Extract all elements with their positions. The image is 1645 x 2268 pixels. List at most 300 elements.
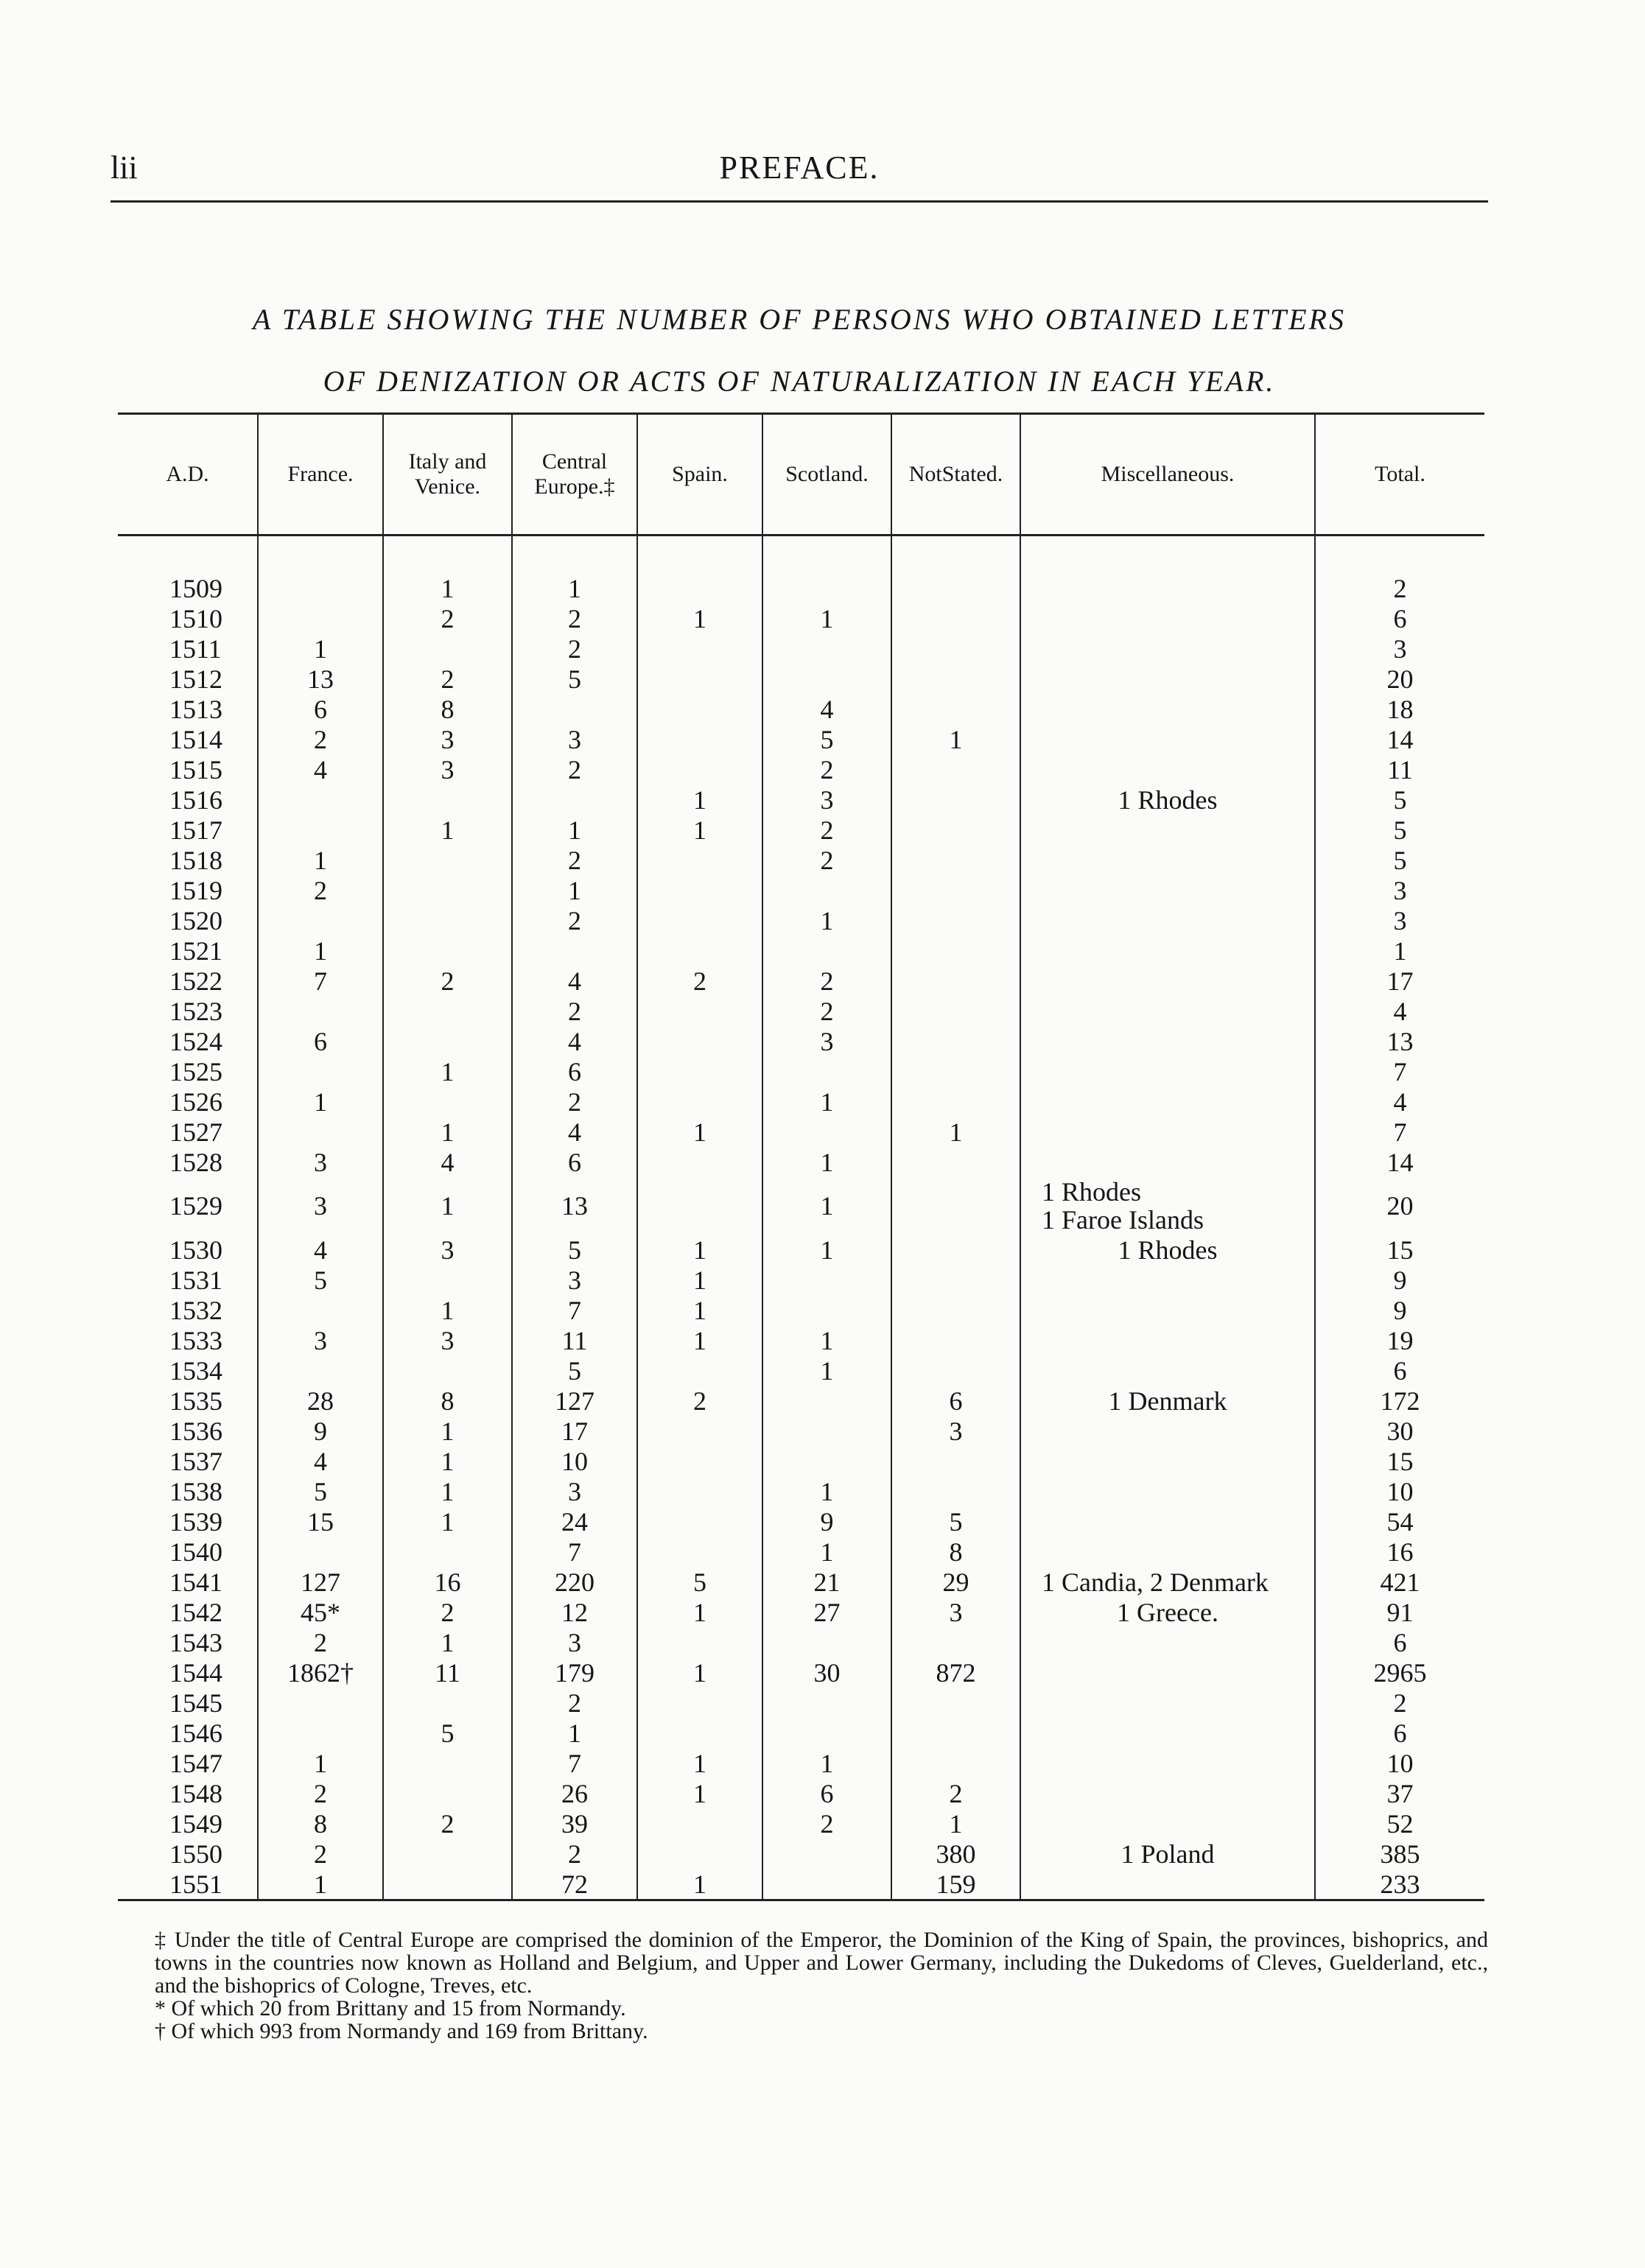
cell-year: 1542	[169, 1597, 222, 1627]
cell-not-stated: 380	[891, 1839, 1020, 1869]
cell-not-stated	[891, 536, 1020, 604]
cell-year: 1537	[169, 1446, 222, 1476]
cell-not-stated: 3	[891, 1416, 1020, 1446]
cell-italy-venice: 3	[383, 724, 512, 754]
table-row	[118, 1476, 1484, 1506]
cell-not-stated	[891, 1235, 1020, 1265]
cell-scotland: 21	[762, 1567, 891, 1597]
cell-total: 7	[1315, 1117, 1484, 1147]
cell-scotland: 6	[762, 1778, 891, 1808]
running-head: PREFACE.	[719, 150, 880, 186]
cell-spain	[637, 845, 762, 875]
table-row	[118, 1086, 1484, 1117]
header-italy-venice: Italy and Venice.	[383, 414, 512, 536]
cell-central-europe: 1	[512, 536, 637, 604]
cell-year: 1539	[169, 1506, 222, 1537]
cell-not-stated	[891, 1086, 1020, 1117]
cell-total: 385	[1315, 1839, 1484, 1869]
cell-spain: 1	[637, 1117, 762, 1147]
cell-not-stated	[891, 1688, 1020, 1718]
table-row	[118, 1325, 1484, 1355]
cell-scotland	[762, 1446, 891, 1476]
cell-scotland	[762, 1386, 891, 1416]
cell-miscellaneous	[1020, 1808, 1315, 1839]
cell-spain	[637, 1177, 762, 1235]
cell-year: 1526	[169, 1086, 222, 1117]
cell-total: 10	[1315, 1748, 1484, 1778]
cell-scotland: 27	[762, 1597, 891, 1627]
cell-total: 7	[1315, 1056, 1484, 1086]
cell-central-europe: 5	[512, 664, 637, 694]
table-row	[118, 1808, 1484, 1839]
cell-italy-venice: 8	[383, 694, 512, 724]
cell-scotland	[762, 1265, 891, 1295]
cell-not-stated	[891, 633, 1020, 664]
cell-miscellaneous	[1020, 875, 1315, 905]
cell-not-stated	[891, 1265, 1020, 1295]
cell-spain	[637, 1446, 762, 1476]
cell-central-europe: 72	[512, 1869, 637, 1900]
cell-total: 5	[1315, 815, 1484, 845]
table-row	[118, 935, 1484, 966]
cell-total: 91	[1315, 1597, 1484, 1627]
cell-total: 10	[1315, 1476, 1484, 1506]
cell-italy-venice: 2	[383, 603, 512, 633]
cell-france: 1	[258, 633, 383, 664]
cell-spain	[637, 536, 762, 604]
cell-central-europe: 12	[512, 1597, 637, 1627]
cell-france: 6	[258, 1026, 383, 1056]
cell-france	[258, 1688, 383, 1718]
cell-not-stated: 1	[891, 1808, 1020, 1839]
cell-miscellaneous: 1 Poland	[1020, 1839, 1315, 1869]
table-row	[118, 875, 1484, 905]
cell-year: 1531	[169, 1265, 222, 1295]
cell-italy-venice: 1	[383, 1627, 512, 1657]
cell-italy-venice	[383, 1869, 512, 1900]
cell-miscellaneous	[1020, 1748, 1315, 1778]
cell-central-europe: 2	[512, 845, 637, 875]
cell-not-stated	[891, 996, 1020, 1026]
cell-spain	[637, 1416, 762, 1446]
cell-miscellaneous: 1 Rhodes	[1020, 784, 1315, 815]
cell-total: 2	[1315, 1688, 1484, 1718]
cell-year: 1517	[169, 815, 222, 845]
cell-miscellaneous	[1020, 1295, 1315, 1325]
cell-not-stated	[891, 905, 1020, 935]
cell-not-stated	[891, 1147, 1020, 1177]
cell-scotland: 1	[762, 1748, 891, 1778]
cell-italy-venice	[383, 633, 512, 664]
cell-france	[258, 1718, 383, 1748]
table-row	[118, 996, 1484, 1026]
cell-scotland: 3	[762, 784, 891, 815]
cell-france: 15	[258, 1506, 383, 1537]
cell-total: 17	[1315, 966, 1484, 996]
cell-scotland: 1	[762, 1476, 891, 1506]
cell-spain	[637, 1718, 762, 1748]
cell-total: 13	[1315, 1026, 1484, 1056]
cell-miscellaneous	[1020, 1056, 1315, 1086]
cell-france: 2	[258, 1839, 383, 1869]
cell-central-europe: 2	[512, 1688, 637, 1718]
cell-italy-venice	[383, 1355, 512, 1386]
cell-central-europe	[512, 935, 637, 966]
cell-central-europe: 7	[512, 1295, 637, 1325]
cell-spain	[637, 633, 762, 664]
cell-year: 1527	[169, 1117, 222, 1147]
cell-spain	[637, 1688, 762, 1718]
cell-not-stated	[891, 664, 1020, 694]
cell-not-stated	[891, 694, 1020, 724]
cell-italy-venice	[383, 1778, 512, 1808]
cell-year: 1550	[169, 1839, 222, 1869]
cell-year: 1548	[169, 1778, 222, 1808]
cell-spain: 1	[637, 1869, 762, 1900]
cell-total: 421	[1315, 1567, 1484, 1597]
cell-scotland: 1	[762, 1537, 891, 1567]
cell-year: 1515	[169, 754, 222, 784]
table-row	[118, 845, 1484, 875]
table-title-line-1: A TABLE SHOWING THE NUMBER OF PERSONS WHO OBTAINED LETTERS	[253, 303, 1346, 336]
cell-not-stated	[891, 1476, 1020, 1506]
cell-central-europe: 4	[512, 1117, 637, 1147]
cell-miscellaneous	[1020, 1657, 1315, 1688]
header-ad: A.D.	[118, 414, 258, 536]
cell-year: 1534	[169, 1355, 222, 1386]
cell-total: 14	[1315, 1147, 1484, 1177]
cell-scotland	[762, 1869, 891, 1900]
cell-total: 15	[1315, 1446, 1484, 1476]
naturalization-table	[118, 412, 1484, 1901]
misc-entry: 1 Faroe Islands	[1042, 1205, 1204, 1235]
cell-miscellaneous	[1020, 536, 1315, 604]
cell-not-stated	[891, 754, 1020, 784]
cell-central-europe: 179	[512, 1657, 637, 1688]
cell-scotland: 2	[762, 815, 891, 845]
cell-france: 5	[258, 1265, 383, 1295]
cell-total: 3	[1315, 875, 1484, 905]
cell-year: 1521	[169, 935, 222, 966]
cell-year: 1520	[169, 905, 222, 935]
table-row	[118, 724, 1484, 754]
cell-not-stated	[891, 845, 1020, 875]
cell-spain: 1	[637, 1597, 762, 1627]
cell-france	[258, 1355, 383, 1386]
table-header-row	[118, 414, 1484, 536]
cell-miscellaneous	[1020, 1688, 1315, 1718]
cell-central-europe: 17	[512, 1416, 637, 1446]
table-title-line-2: OF DENIZATION OR ACTS OF NATURALIZATION IN EACH YEAR.	[323, 365, 1276, 398]
cell-italy-venice: 1	[383, 536, 512, 604]
footnote-dagger: † Of which 993 from Normandy and 169 from Brittany.	[155, 2019, 648, 2043]
cell-italy-venice: 1	[383, 815, 512, 845]
cell-italy-venice: 1	[383, 1416, 512, 1446]
cell-italy-venice	[383, 1839, 512, 1869]
cell-miscellaneous	[1020, 1147, 1315, 1177]
table-row	[118, 1597, 1484, 1627]
cell-spain	[637, 1056, 762, 1086]
cell-total: 30	[1315, 1416, 1484, 1446]
cell-year: 1535	[169, 1386, 222, 1416]
cell-year: 1524	[169, 1026, 222, 1056]
cell-spain	[637, 875, 762, 905]
cell-year: 1528	[169, 1147, 222, 1177]
cell-total: 9	[1315, 1265, 1484, 1295]
cell-central-europe: 5	[512, 1355, 637, 1386]
cell-spain	[637, 754, 762, 784]
cell-italy-venice	[383, 1086, 512, 1117]
cell-spain: 1	[637, 1325, 762, 1355]
cell-total: 3	[1315, 633, 1484, 664]
cell-miscellaneous	[1020, 1177, 1315, 1235]
cell-scotland	[762, 664, 891, 694]
cell-france: 7	[258, 966, 383, 996]
cell-italy-venice	[383, 875, 512, 905]
cell-scotland: 2	[762, 754, 891, 784]
cell-italy-venice: 5	[383, 1718, 512, 1748]
cell-miscellaneous	[1020, 1265, 1315, 1295]
cell-year: 1551	[118, 1869, 258, 1900]
cell-year: 1544	[169, 1657, 222, 1688]
cell-france: 127	[258, 1567, 383, 1597]
cell-italy-venice: 3	[383, 1235, 512, 1265]
cell-spain	[637, 1839, 762, 1869]
cell-scotland: 1	[762, 1147, 891, 1177]
cell-france: 4	[258, 1235, 383, 1265]
cell-year: 1541	[169, 1567, 222, 1597]
cell-central-europe: 1	[512, 815, 637, 845]
cell-france: 6	[258, 694, 383, 724]
cell-scotland	[762, 1839, 891, 1869]
cell-total: 9	[1315, 1295, 1484, 1325]
cell-italy-venice: 1	[383, 1295, 512, 1325]
cell-year: 1543	[169, 1627, 222, 1657]
cell-italy-venice: 8	[383, 1386, 512, 1416]
table-row	[118, 1839, 1484, 1869]
table-row	[118, 815, 1484, 845]
cell-miscellaneous	[1020, 815, 1315, 845]
cell-year: 1529	[169, 1191, 222, 1221]
cell-total: 2	[1315, 536, 1484, 604]
cell-italy-venice	[383, 905, 512, 935]
header-total: Total.	[1315, 414, 1484, 536]
cell-scotland	[762, 633, 891, 664]
cell-france: 4	[258, 1446, 383, 1476]
cell-france	[258, 784, 383, 815]
cell-italy-venice: 2	[383, 966, 512, 996]
cell-scotland: 1	[762, 603, 891, 633]
cell-not-stated	[891, 935, 1020, 966]
cell-not-stated: 8	[891, 1537, 1020, 1567]
cell-miscellaneous	[1020, 1869, 1315, 1900]
header-not-stated: NotStated.	[891, 414, 1020, 536]
cell-spain: 1	[637, 784, 762, 815]
cell-not-stated: 159	[891, 1869, 1020, 1900]
table-row	[118, 1235, 1484, 1265]
table-row	[118, 664, 1484, 694]
cell-france: 2	[258, 724, 383, 754]
table-row	[118, 1748, 1484, 1778]
cell-italy-venice: 3	[383, 754, 512, 784]
header-scotland: Scotland.	[762, 414, 891, 536]
cell-year: 1530	[169, 1235, 222, 1265]
cell-year: 1509	[169, 573, 222, 603]
table-row	[118, 966, 1484, 996]
cell-year: 1522	[169, 966, 222, 996]
cell-central-europe: 2	[512, 633, 637, 664]
cell-spain: 1	[637, 1657, 762, 1688]
cell-france: 3	[258, 1177, 383, 1235]
cell-year: 1540	[169, 1537, 222, 1567]
cell-not-stated	[891, 603, 1020, 633]
cell-total: 20	[1315, 664, 1484, 694]
cell-spain: 1	[637, 1235, 762, 1265]
cell-spain: 5	[637, 1567, 762, 1597]
cell-year: 1536	[169, 1416, 222, 1446]
cell-france: 4	[258, 754, 383, 784]
cell-france: 3	[258, 1325, 383, 1355]
cell-central-europe: 2	[512, 1839, 637, 1869]
footnote-central-europe: ‡ Under the title of Central Europe are comprised the dominion of the Emperor, the Dominion of the King of Spain, the provinces, bishoprics, and towns in the countries now known as Holland and Belgium, and Upper and Lower Germany, including the Dukedoms of Cleves, Guelderland, etc., and the bishoprics of Cologne, Treves, etc.	[155, 1928, 1488, 1998]
cell-total: 11	[1315, 754, 1484, 784]
cell-miscellaneous	[1020, 1718, 1315, 1748]
cell-miscellaneous	[1020, 1506, 1315, 1537]
cell-central-europe: 24	[512, 1506, 637, 1537]
cell-scotland	[762, 1056, 891, 1086]
table-row	[118, 633, 1484, 664]
cell-central-europe: 7	[512, 1748, 637, 1778]
table-row	[118, 1026, 1484, 1056]
cell-central-europe: 1	[512, 875, 637, 905]
header-miscellaneous: Miscellaneous.	[1020, 414, 1315, 536]
cell-miscellaneous	[1020, 1355, 1315, 1386]
cell-scotland	[762, 935, 891, 966]
cell-not-stated	[891, 1355, 1020, 1386]
table-row	[118, 1718, 1484, 1748]
cell-france: 8	[258, 1808, 383, 1839]
cell-central-europe: 7	[512, 1537, 637, 1567]
cell-central-europe: 3	[512, 1476, 637, 1506]
cell-italy-venice: 2	[383, 1597, 512, 1627]
cell-scotland	[762, 1295, 891, 1325]
header-france: France.	[258, 414, 383, 536]
cell-year: 1523	[169, 996, 222, 1026]
cell-france	[258, 536, 383, 604]
cell-not-stated	[891, 875, 1020, 905]
cell-central-europe: 6	[512, 1147, 637, 1177]
cell-scotland	[762, 1117, 891, 1147]
table-body	[118, 536, 1484, 1900]
cell-total: 5	[1315, 845, 1484, 875]
cell-france	[258, 815, 383, 845]
cell-scotland	[762, 1718, 891, 1748]
cell-spain	[637, 1537, 762, 1567]
cell-year: 1533	[169, 1325, 222, 1355]
cell-france: 45*	[258, 1597, 383, 1627]
cell-france	[258, 996, 383, 1026]
cell-france: 1	[258, 1086, 383, 1117]
cell-miscellaneous	[1020, 724, 1315, 754]
cell-total: 19	[1315, 1325, 1484, 1355]
cell-not-stated: 29	[891, 1567, 1020, 1597]
cell-not-stated	[891, 1627, 1020, 1657]
cell-scotland	[762, 875, 891, 905]
cell-italy-venice: 3	[383, 1325, 512, 1355]
cell-france: 3	[258, 1147, 383, 1177]
cell-miscellaneous: 1 Greece.	[1020, 1597, 1315, 1627]
cell-not-stated: 1	[891, 1117, 1020, 1147]
cell-central-europe	[512, 784, 637, 815]
cell-france	[258, 1056, 383, 1086]
table-row	[118, 1177, 1484, 1235]
cell-miscellaneous: 1 Rhodes	[1020, 1235, 1315, 1265]
cell-total: 2965	[1315, 1657, 1484, 1688]
cell-not-stated	[891, 784, 1020, 815]
cell-spain	[637, 1627, 762, 1657]
cell-not-stated: 872	[891, 1657, 1020, 1688]
table-row	[118, 784, 1484, 815]
cell-france: 1	[258, 845, 383, 875]
cell-miscellaneous	[1020, 754, 1315, 784]
header-spain: Spain.	[637, 414, 762, 536]
cell-central-europe: 10	[512, 1446, 637, 1476]
cell-central-europe: 2	[512, 1086, 637, 1117]
cell-scotland: 1	[762, 1325, 891, 1355]
cell-france	[258, 905, 383, 935]
cell-france: 2	[258, 1778, 383, 1808]
cell-central-europe: 5	[512, 1235, 637, 1265]
table-row	[118, 1355, 1484, 1386]
table-row	[118, 1869, 1484, 1900]
cell-italy-venice	[383, 1748, 512, 1778]
cell-year: 1547	[169, 1748, 222, 1778]
cell-year: 1512	[169, 664, 222, 694]
cell-scotland: 5	[762, 724, 891, 754]
cell-not-stated	[891, 1026, 1020, 1056]
cell-miscellaneous: 1 Candia, 2 Denmark	[1020, 1567, 1315, 1597]
cell-year: 1525	[169, 1056, 222, 1086]
cell-spain: 1	[637, 1748, 762, 1778]
table-row	[118, 536, 1484, 604]
cell-spain: 2	[637, 1386, 762, 1416]
table-row	[118, 1117, 1484, 1147]
page-header	[111, 149, 1488, 203]
table-row	[118, 1627, 1484, 1657]
cell-central-europe: 11	[512, 1325, 637, 1355]
cell-france	[258, 1117, 383, 1147]
cell-central-europe: 26	[512, 1778, 637, 1808]
cell-miscellaneous	[1020, 1476, 1315, 1506]
cell-miscellaneous	[1020, 1627, 1315, 1657]
cell-france: 5	[258, 1476, 383, 1506]
table-row	[118, 1506, 1484, 1537]
cell-year: 1511	[169, 633, 222, 664]
cell-total: 14	[1315, 724, 1484, 754]
cell-italy-venice	[383, 935, 512, 966]
cell-scotland	[762, 536, 891, 604]
cell-spain	[637, 724, 762, 754]
cell-total: 5	[1315, 784, 1484, 815]
cell-not-stated: 6	[891, 1386, 1020, 1416]
table-row	[118, 1416, 1484, 1446]
cell-central-europe: 3	[512, 1627, 637, 1657]
cell-central-europe: 3	[512, 724, 637, 754]
cell-scotland: 9	[762, 1506, 891, 1537]
cell-year: 1546	[169, 1718, 222, 1748]
cell-france: 9	[258, 1416, 383, 1446]
cell-spain	[637, 664, 762, 694]
